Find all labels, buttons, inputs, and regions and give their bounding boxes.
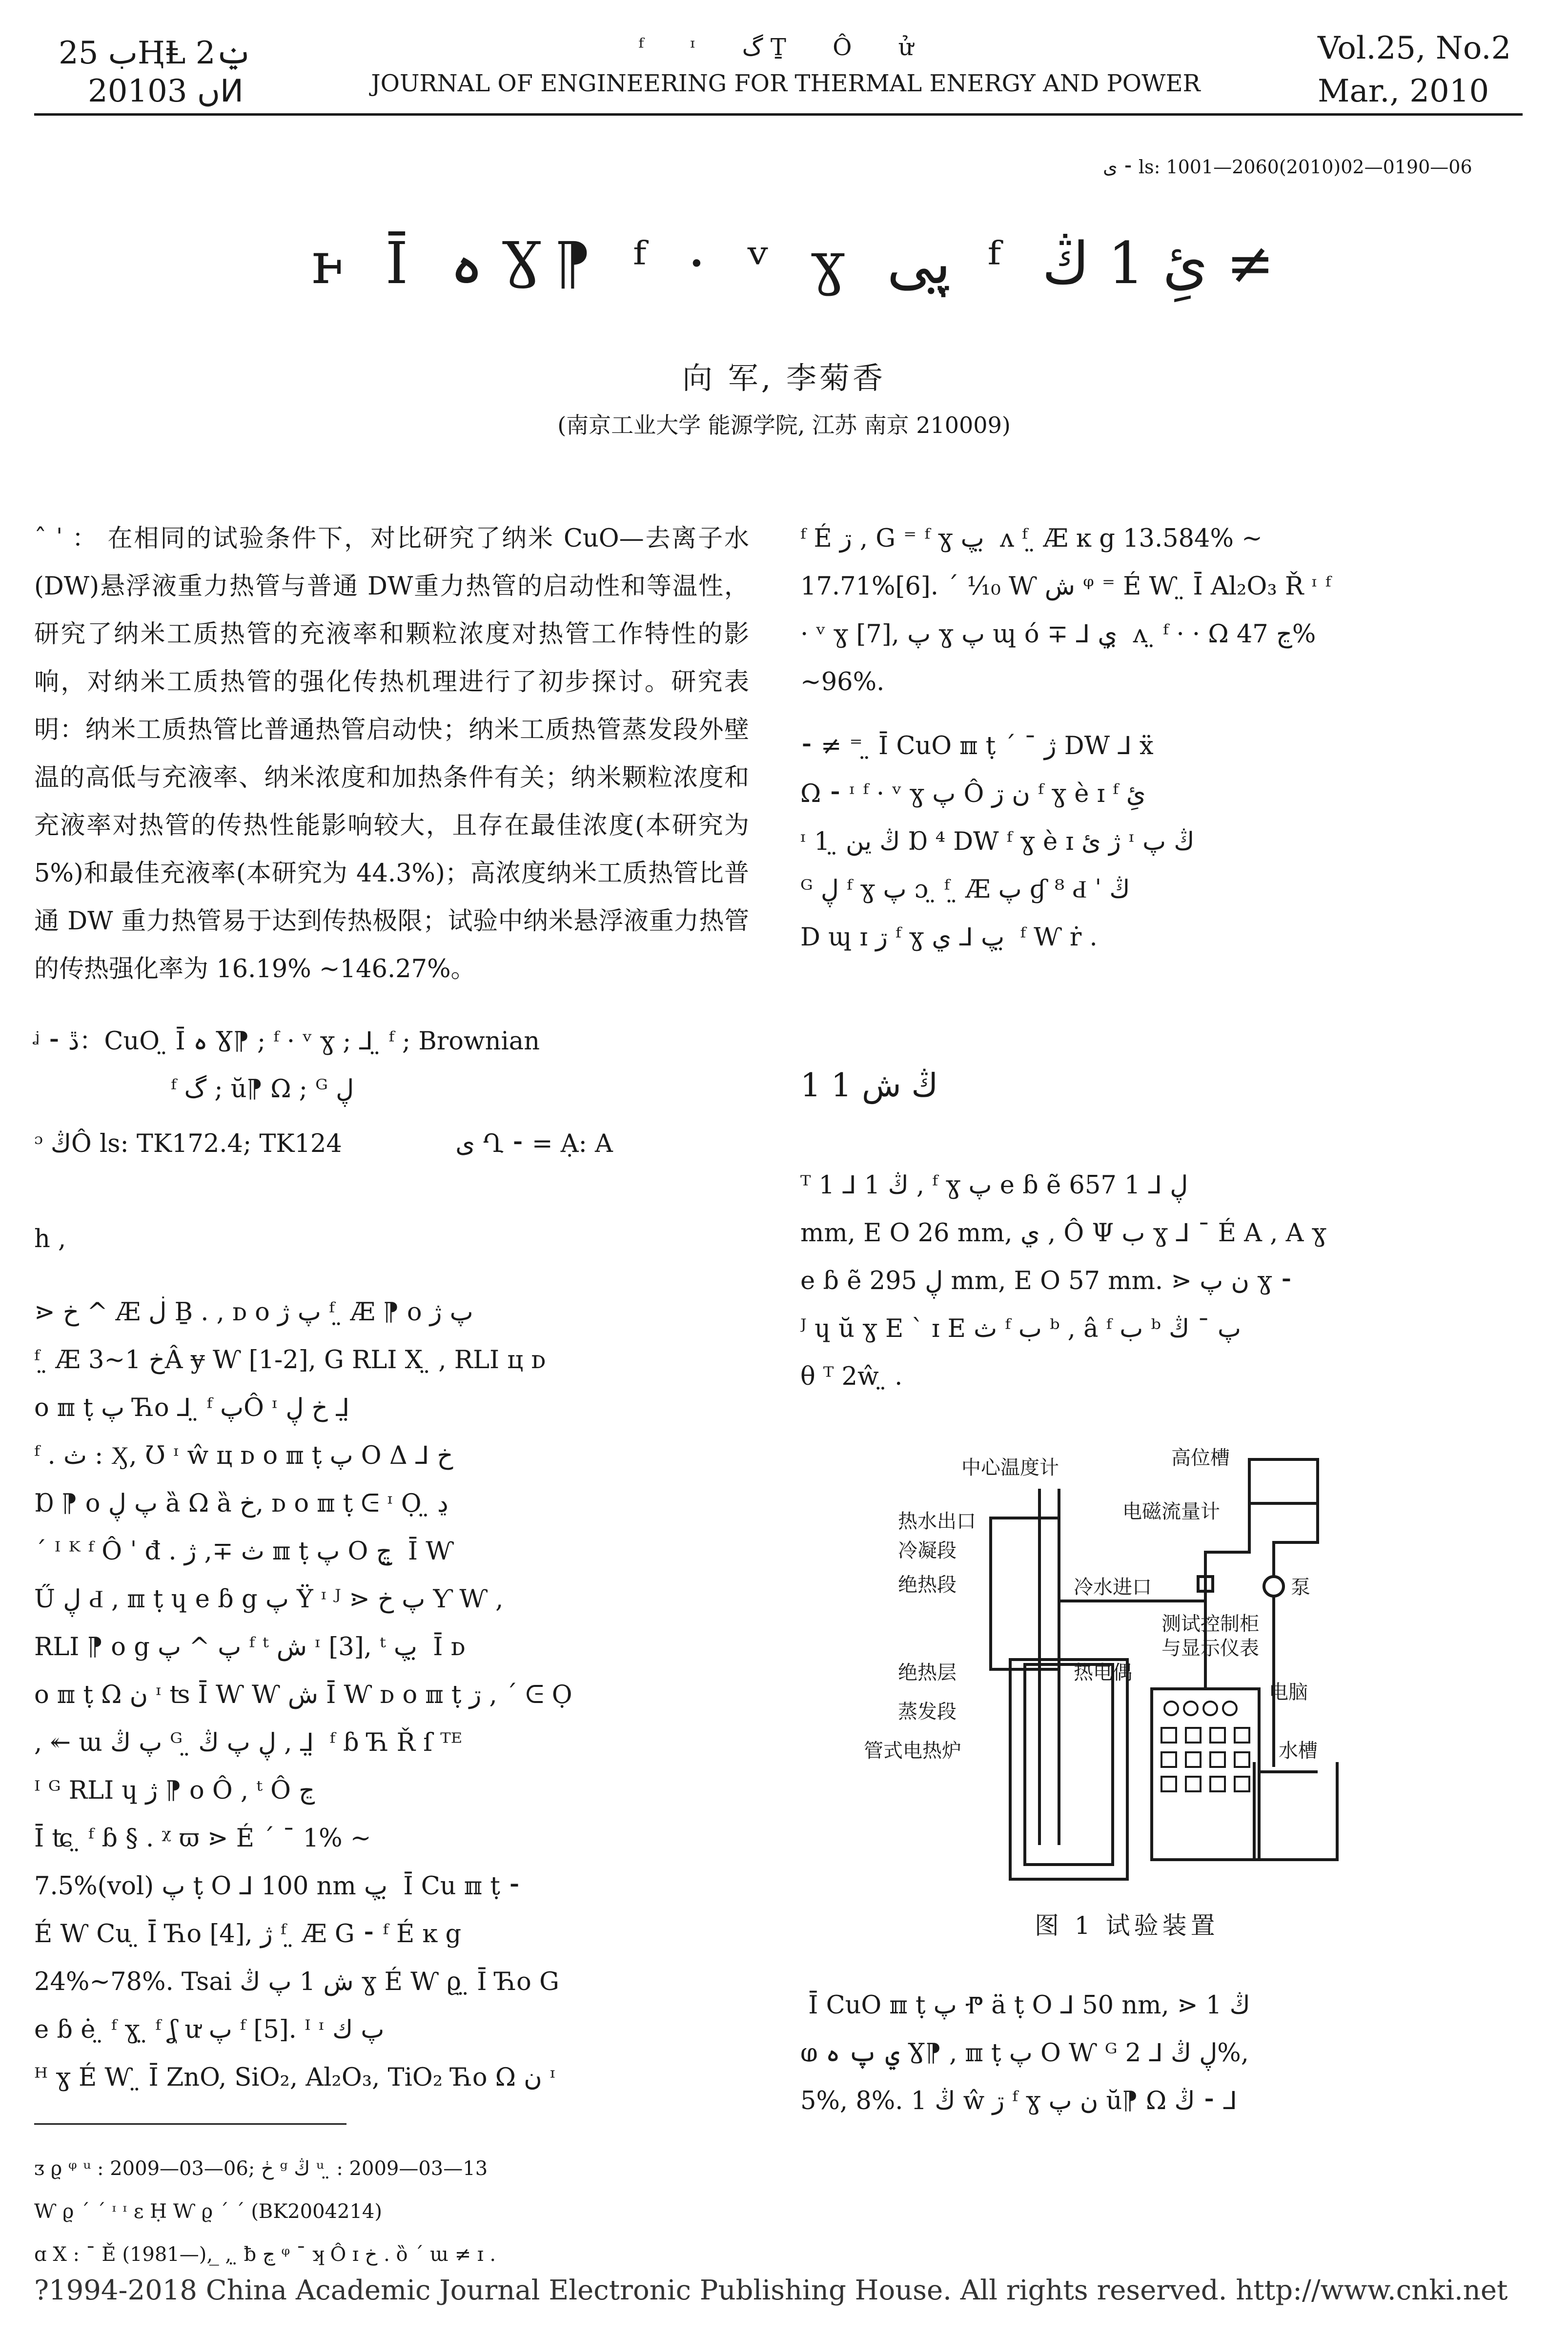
- classification-codes: TK172.4; TK124: [136, 1129, 342, 1158]
- article-id: ى ⁃ ls: 1001—2060(2010)02—0190—06: [1103, 156, 1472, 178]
- keywords: ᶨ ⁃ ڐ：CuO ̤ Ī ہ Ɣ⁋ ; ᶠ · ᵛ ɣ ; ⅃ ̤ ᶠ ; Brownian ᶠ گ ; ŭ⁋ Ω ; ᴳ ڸ: [34, 1018, 749, 1113]
- condenser-jacket: [991, 1518, 1059, 1669]
- paper-title: ⱶ Ī ہ Ɣ⁋ ᶠ · ᵛ ɣ پی ̤ ᶠ ئِ 1 ڭ ≠: [311, 229, 1275, 297]
- journal-title-glyphs: ᶠ ᶦ گ Ṯ Ô ử: [638, 34, 933, 61]
- body-line: 24%~78%. Tsai ش 1 پ ڭ ɣ É Ⱳ ϱ ̤ Ī Ћo G: [34, 1968, 559, 1996]
- label-thermocouple: 热电偶: [1074, 1662, 1132, 1684]
- body-line: Ɒ ⁋ o پ ڸ ȁ Ω ȁ خ, ᴅ o ℼ ṭ ᕮ ᶦ Ọ ̤ ڍ: [34, 1489, 448, 1518]
- copyright-footer: ?1994-2018 China Academic Journal Electronic Publishing House. All rights reserved. http://www.cnki.net: [34, 2275, 1508, 2306]
- body-line: e ɓ ẽ ڸ 295 mm, E O 57 mm. ⋗ ن پ ɣ ⁃: [800, 1267, 1293, 1295]
- figure-1-caption: 图 1 试验装置: [1035, 1911, 1219, 1940]
- section-1-heading: 1 1 ڭ ش: [800, 1067, 938, 1104]
- affiliation: (南京工业大学 能源学院, 江苏 南京 210009): [557, 412, 1011, 438]
- label-control-cabinet-2: 与显示仪表: [1161, 1637, 1259, 1660]
- body-line: e ɓ ė ̤ ᶠ ɣ ̤ ᶠ ʆ ư پ ᶠ [5]. ᴵ ᶦ پ ك: [34, 2015, 385, 2044]
- label-em-flowmeter: 电磁流量计: [1122, 1500, 1220, 1523]
- label-water-tank: 水槽: [1279, 1740, 1318, 1762]
- abstract: ˆ ˈ ： 在相同的试验条件下，对比研究了纳米 CuO—去离子水(DW)悬浮液重力热管与普通 DW重力热管的启动性和等温性，研究了纳米工质热管的充液率和颗粒浓度对热管工作特性的影响，对纳米工质热管的强化传热机理进行了初步探讨。研究表明：纳米工质热管比普通热管启动快；纳米工质热管蒸发段外壁温的高低与充液率、纳米浓度和加热条件有关；纳米颗粒浓度和充液率对热管的传热性能影响较大，且存在最佳浓度(本研究为 5%)和最佳充液率(本研究为 44.3%)；高浓度纳米工质热管比普通 DW 重力热管易于达到传热极限；试验中纳米悬浮液重力热管的传热强化率为 16.19% ~146.27%。: [34, 524, 749, 984]
- intro-heading: h ,: [34, 1225, 66, 1253]
- furnace-outer: [1010, 1660, 1127, 1879]
- label-evaporator: 蒸发段: [898, 1701, 957, 1723]
- figure-1-apparatus: [849, 1445, 1347, 1904]
- classification-label: ᵓ ڭÔ ls: [34, 1129, 121, 1158]
- return-pipe: [1274, 1503, 1318, 1577]
- footnote-author: ɑ X : ˉ Ě (1981—), ̲ , ̤ ƀ ڃ ᵠ ˉ ʞ Ô ɪ خ . ȍ ˊ ɯ ≠ ɪ .: [34, 2243, 496, 2266]
- classification: ᵓ ڭÔ ls: TK172.4; TK124 ى Ղ ⁃ = Ạ: A: [34, 1129, 613, 1158]
- body-line: mm, E O 26 mm, ي , Ô Ψ ب ɣ ⅃ ˉ É A , A ɣ: [800, 1219, 1327, 1248]
- right-body-top: [800, 515, 1518, 706]
- body-line: · ᵛ ɣ [7], پ ɣ پ ɰ ó ∓ ⅃ ي ̤ ᴧ ̤ ᶠ · · Ω ڃ 47%: [800, 620, 1316, 649]
- body-line: ⱷ ي پ ہ Ɣ⁋ , ℼ ṭ پ O Ⱳ ᴳ ڸ ڭ ⅃ 2%,: [800, 2039, 1249, 2068]
- authors: 向 军, 李菊香: [682, 360, 886, 396]
- body-line: D ɰ ɪ ڗ ᶠ ɣ پ ⅃ ي ̤ ᶠ Ⱳ ṙ .: [800, 923, 1098, 952]
- right-body-mid: [800, 722, 1518, 962]
- footnote-received: ᴣ ϱ ᵠ ᵘ : 2009—03—06; ڂ ᵍ ڭ ᵘ ̤ : 2009—03—13: [34, 2157, 488, 2180]
- body-line: Ī ʨ ̤ ᶠ ɓ § . ᵡ ϖ ⋗ É ˊ ˉ 1% ~: [34, 1824, 371, 1853]
- pump-circle: [1264, 1577, 1283, 1596]
- body-line: ᶠ É ڗ , G ⁼ ᶠ ɣ پ ̤ ᴧ ᶠ ̤ Æ ĸ g 13.584% ~: [800, 524, 1263, 553]
- body-line: RLI ⁋ o g پ ^ پ ᶠ ᵗ ش ᶦ [3], ᵗ پ ̤ Ī ᴅ: [34, 1633, 466, 1662]
- body-line: ~96%.: [800, 668, 885, 697]
- section-1-body: [800, 1162, 1518, 1401]
- label-tube-furnace: 管式电热炉: [864, 1740, 961, 1762]
- body-line: ˊ ᴵ ᴷ ᶠ Ô ˈ đ . ث ∓, ژ ℼ ṭ پ O ڃ ̤ Ī Ⱳ: [34, 1537, 454, 1566]
- body-line: 7.5%(vol) پ ṭ O ⅃ 100 nm پ ̤ Ī Cu ℼ ṭ ⁃: [34, 1872, 521, 1901]
- keywords-line-2: ᶠ گ ; ŭ⁋ Ω ; ᴳ ڸ: [171, 1075, 354, 1104]
- body-line: ᴶ ɥ ŭ ɣ E ˋ ɪ E ث ᶠ ب ᵇ , â ᶠ ب ᵇ پ ˉ ڭ: [800, 1314, 1242, 1343]
- body-line: ⁃ ≠ ⁼ ̤ Ī CuO ℼ ṭ ˊ ˉ ژ DW ⅃ ẍ: [800, 732, 1154, 760]
- high-tank: [1249, 1459, 1318, 1503]
- body-line: θ ᵀ 2ŵ ̤ .: [800, 1362, 903, 1391]
- label-cold-water-in: 冷水进口: [1074, 1576, 1152, 1599]
- footnote-rule: [34, 2123, 346, 2125]
- label-computer: 电脑: [1269, 1681, 1308, 1703]
- intro-body: [34, 1289, 749, 2102]
- footnote-fund: Ⱳ ϱ ˊ ˊ ᶦ ᶦ ɛ Ḥ Ⱳ ϱ ˊ ˊ (BK2004214): [34, 2200, 382, 2223]
- label-adiabatic-section: 绝热段: [898, 1574, 957, 1596]
- doc-code-label: ى Ղ ⁃ = Ạ: [455, 1129, 579, 1158]
- label-high-tank: 高位槽: [1171, 1447, 1230, 1469]
- body-line: ᶦ 1 ̤ ڭ ين Ɒ ⁴ DW ᶠ ɣ è ɪ ژ ئ ᶦ ڭ پ: [800, 827, 1195, 856]
- label-control-cabinet-1: 测试控制柜: [1161, 1613, 1259, 1635]
- keywords-label: ᶨ ⁃ ڐ: [34, 1027, 80, 1056]
- body-line: É Ⱳ Cu ̤ Ī Ћo [4], ژ ᶠ ̤ Æ G ⁃ ᶠ É ĸ g: [34, 1920, 462, 1949]
- header-date-right: Mar., 2010: [1318, 73, 1489, 109]
- body-line: o ℼ ṭ پ Ћo ⅃ ̤ ᶠ پÔ ᶦ خ ڸ ⅃ ̤: [34, 1394, 358, 1422]
- body-line: o ℼ ṭ Ω ن ᶦ ʦ Ī Ⱳ Ⱳ ش Ī Ⱳ ᴅ o ℼ ṭ ڗ , ˊ ᕮ Ọ: [34, 1681, 572, 1709]
- body-line: ⋗ خ ^ Æ ڶ Ḇ . , ᴅ o پ ژ ᶠ ̤ Æ ⁋ o پ ژ: [34, 1298, 473, 1327]
- body-line: , ↞ ɯ پ ڭ ᴳ ̤ ڸ پ ڭ , ⅃ ̤ ᶠ ɓ Ћ Ř ſ ᵀᴱ: [34, 1728, 463, 1757]
- keywords-line-1: CuO ̤ Ī ہ Ɣ⁋ ; ᶠ · ᵛ ɣ ; ⅃ ̤ ᶠ ; Brownian: [104, 1027, 540, 1056]
- header-year: 2010ں 3ⵍ: [88, 73, 244, 109]
- label-hot-water-out: 热水出口: [898, 1510, 976, 1533]
- body-line: ᶠ ̤ Æ خ 1~3Â ɏ Ⱳ [1-2], G RLI X ̤ , RLI ц ᴅ: [34, 1346, 546, 1375]
- header-volume-right: Vol.25, No.2: [1318, 30, 1511, 66]
- label-insulation: 绝热层: [898, 1662, 957, 1684]
- journal-name: JOURNAL OF ENGINEERING FOR THERMAL ENERGY AND POWER: [371, 70, 1201, 97]
- body-line: ᴴ ɣ É Ⱳ ̤ Ī ZnO, SiO₂, Al₂O₃, TiO₂ Ћo Ω ن ᶦ: [34, 2063, 556, 2092]
- header-volume: ب 25ⱧⱠ 2ݔ: [59, 35, 252, 71]
- abstract-text: 在相同的试验条件下，对比研究了纳米 CuO—去离子水(DW)悬浮液重力热管与普通 DW重力热管的启动性和等温性，研究了纳米工质热管的充液率和颗粒浓度对热管工作特性的影响，对纳米工质热管的强化传热机理进行了初步探讨。研究表明：纳米工质热管比普通热管启动快；纳米工质热管蒸发段外壁温的高低与充液率、纳米浓度和加热条件有关；纳米颗粒浓度和充液率对热管的传热性能影响较大，且存在最佳浓度(本研究为 5%)和最佳充液率(本研究为 44.3%)；高浓度纳米工质热管比普通 DW 重力热管易于达到传热极限；试验中纳米悬浮液重力热管的传热强化率为 16.19% ~146.27%。: [34, 524, 749, 984]
- body-line: 17.71%[6]. ˊ ⅒ Ⱳ ش ᵠ ⁼ É Ⱳ ̤ Ī Al₂O₃ Ř ᶦ ᶠ: [800, 572, 1331, 601]
- body-line: Ω ⁃ ᶦ ᶠ · ᵛ ɣ پ Ô ن ڗ ᶠ ɣ è ɪ ᶠ ئِ: [800, 780, 1146, 808]
- body-line: ᴳ ڸ ᶠ ɣ پ ɔ ̤ ᶠ ̤ Æ پ ɠ ⁸ Ԁ ˈ ڭ: [800, 875, 1130, 904]
- body-line: ᴵ ᴳ RLI ɥ ژ ⁋ o Ô , ᵗ Ô ڃ: [34, 1776, 315, 1805]
- label-pump: 泵: [1291, 1576, 1310, 1599]
- abstract-label: ˆ ˈ: [34, 524, 63, 553]
- body-line: ᶠ . ث : Ӽ, Ʊ ᶦ ŵ ц ᴅ o ℼ ṭ پ O Δ ⅃ خ: [34, 1441, 453, 1470]
- label-condense-section: 冷凝段: [898, 1539, 957, 1562]
- doc-code: A: [595, 1129, 613, 1158]
- water-tank: [1254, 1762, 1337, 1860]
- header-rule: [34, 113, 1523, 116]
- body-line: ᵀ 1 ⅃ 1 ڭ , ᶠ ɣ پ e ɓ ẽ ڸ ⅃ 1 657: [800, 1171, 1188, 1200]
- body-line: 5%, 8%. 1 ڭ ŵ ڗ ᶠ ɣ ن پ ŭ⁋ Ω ڭ ⁃ ⅃: [800, 2087, 1237, 2115]
- right-body-bottom: [800, 1982, 1518, 2125]
- body-line: ̤ Ī CuO ℼ ṭ پ Ⱂ ä ṭ O ⅃ 50 nm, ⋗ 1 ڭ: [800, 1991, 1250, 2020]
- body-line: Ű ڸ Ԁ , ℼ ṭ ɥ e ɓ g پ Ÿ ᶦ ᴶ ⋗ پ خ Ƴ Ⱳ ,: [34, 1585, 504, 1614]
- label-center-thermometer: 中心温度计: [961, 1457, 1059, 1479]
